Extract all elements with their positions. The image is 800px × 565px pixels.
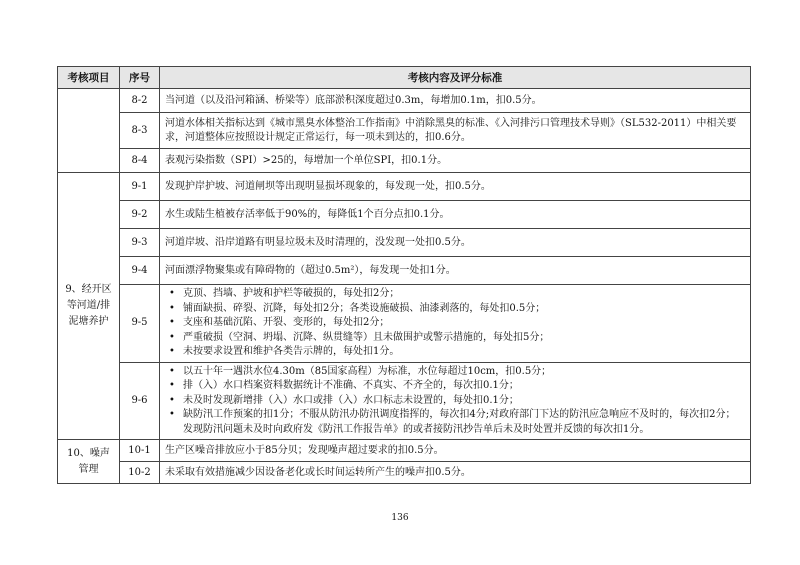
table-row bbox=[58, 149, 751, 173]
category-cell-continued bbox=[58, 89, 120, 173]
bullet-item: • 排（入）水口档案资料数据统计不准确、不真实、不齐全的，每次扣0.1分； bbox=[165, 379, 745, 394]
bullet-item: • 未及时发现新增排（入）水口或排（入）水口标志未设置的，每处扣0.1分； bbox=[165, 394, 745, 409]
category-cell: 9、经开区等河道/排泥塘养护 bbox=[58, 173, 120, 440]
row-criteria: 河面漂浮物聚集或有障碍物的（超过0.5m²），每发现一处扣1分。 bbox=[160, 257, 751, 285]
row-criteria: 当河道（以及沿河箱涵、桥梁等）底部淤积深度超过0.3m，每增加0.1m，扣0.5分。 bbox=[160, 89, 751, 113]
bullet-item: • 支座和基础沉陷、开裂、变形的，每处扣2分； bbox=[165, 316, 745, 331]
bullet-item: • 缺防汛工作预案的扣1分；不服从防汛办防汛调度指挥的，每次扣4分;对政府部门下达的防汛应急响应不及时的，每次扣2分；发现防汛问题未及时向政府发《防汛工作报告单》的或者接防汛抄告单后未及时处置并反馈的每次扣1分。 bbox=[165, 408, 745, 437]
header-criteria: 考核内容及评分标准 bbox=[160, 67, 751, 89]
row-number: 8-2 bbox=[120, 89, 160, 113]
row-number: 9-4 bbox=[120, 257, 160, 285]
bullet-item: • 未按要求设置和维护各类告示牌的，每处扣1分。 bbox=[165, 345, 745, 360]
row-criteria: 河道岸坡、沿岸道路有明显垃圾未及时清理的，没发现一处扣0.5分。 bbox=[160, 229, 751, 257]
row-number: 8-4 bbox=[120, 149, 160, 173]
row-criteria bbox=[160, 285, 751, 363]
table-row bbox=[58, 113, 751, 149]
header-serial-number: 序号 bbox=[120, 67, 160, 89]
header-assessment-item: 考核项目 bbox=[58, 67, 120, 89]
bullet-list bbox=[165, 287, 745, 360]
row-criteria: 表观污染指数（SPI）>25的，每增加一个单位SPI，扣0.1分。 bbox=[160, 149, 751, 173]
row-criteria: 河道水体相关指标达到《城市黑臭水体整治工作指南》中消除黑臭的标准、《入河排污口管理技术导则》（SL532-2011）中相关要求，河道整体应按照设计规定正常运行，每一项未到达的，扣0.6分。 bbox=[160, 113, 751, 149]
page-number: 136 bbox=[391, 513, 409, 523]
table-row bbox=[58, 462, 751, 484]
row-number: 9-3 bbox=[120, 229, 160, 257]
table-row bbox=[58, 362, 751, 440]
bullet-item: • 克顶、挡墙、护坡和护栏等破损的，每处扣2分； bbox=[165, 287, 745, 302]
row-criteria: 生产区噪音排放应小于85分贝；发现噪声超过要求的扣0.5分。 bbox=[160, 440, 751, 462]
bullet-list bbox=[165, 365, 745, 438]
row-number: 10-1 bbox=[120, 440, 160, 462]
row-number: 10-2 bbox=[120, 462, 160, 484]
category-cell: 10、噪声管理 bbox=[58, 440, 120, 484]
row-number: 9-2 bbox=[120, 201, 160, 229]
table-row bbox=[58, 285, 751, 363]
row-criteria bbox=[160, 362, 751, 440]
row-number: 9-5 bbox=[120, 285, 160, 363]
row-criteria: 发现护岸护坡、河道闸坝等出现明显损坏现象的，每发现一处，扣0.5分。 bbox=[160, 173, 751, 201]
bullet-item: • 以五十年一遇洪水位4.30m（85国家高程）为标准，水位每超过10cm，扣0.5分； bbox=[165, 365, 745, 380]
assessment-table bbox=[57, 66, 751, 484]
table-row bbox=[58, 201, 751, 229]
table-header-row bbox=[58, 67, 751, 89]
row-number: 8-3 bbox=[120, 113, 160, 149]
row-criteria: 水生或陆生植被存活率低于90%的，每降低1个百分点扣0.1分。 bbox=[160, 201, 751, 229]
row-criteria: 未采取有效措施减少因设备老化或长时间运转所产生的噪声扣0.5分。 bbox=[160, 462, 751, 484]
row-number: 9-1 bbox=[120, 173, 160, 201]
table-row bbox=[58, 89, 751, 113]
bullet-item: • 严重破损（空洞、坍塌、沉降、纵贯缝等）且未做围护或警示措施的，每处扣5分； bbox=[165, 331, 745, 346]
row-number: 9-6 bbox=[120, 362, 160, 440]
table-row bbox=[58, 257, 751, 285]
bullet-item: • 铺面缺损、碎裂、沉降，每处扣2分；各类设施破损、油漆剥落的，每处扣0.5分； bbox=[165, 302, 745, 317]
table-row bbox=[58, 229, 751, 257]
table-row bbox=[58, 173, 751, 201]
table-row bbox=[58, 440, 751, 462]
